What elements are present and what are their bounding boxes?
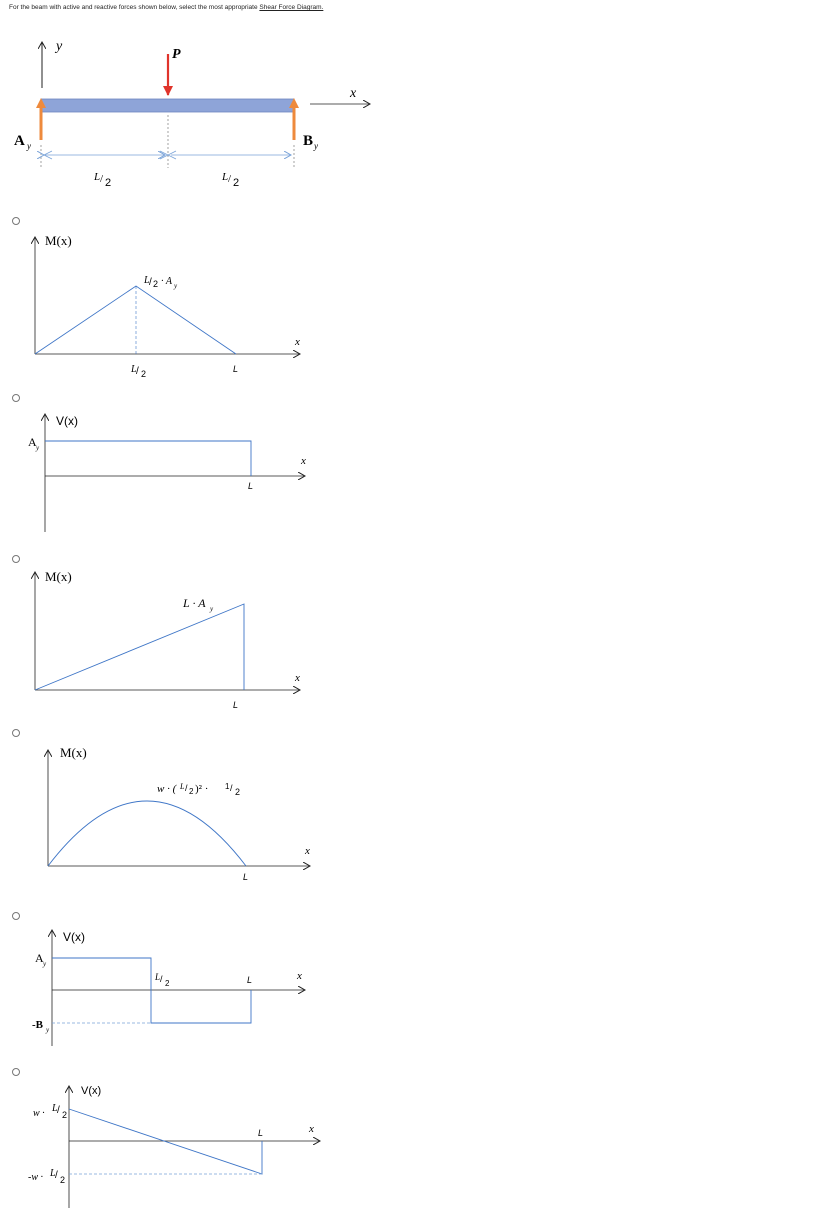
option-5-mid-num: L — [155, 972, 161, 982]
option-6-curve — [69, 1109, 262, 1174]
option-5-curve — [52, 958, 251, 1023]
option-1-peak-sub: y — [174, 282, 178, 290]
option-4-peak-den: 2 — [189, 787, 194, 796]
option-4-peak-a: w · ( — [157, 783, 177, 795]
option-4-radio[interactable] — [12, 729, 20, 737]
option-3-curve — [35, 604, 244, 690]
option-6-bottom-slash: / — [55, 1170, 58, 1181]
span-left-den: 2 — [105, 177, 112, 189]
option-5-mid-den: 2 — [165, 979, 170, 988]
span-right-den: 2 — [233, 177, 240, 189]
span-left-slash: / — [100, 173, 104, 185]
option-4-graph — [48, 745, 310, 882]
option-6-bottom-label: -w · — [28, 1172, 43, 1183]
option-4-y-label: M(x) — [60, 745, 87, 760]
option-1-end-label: L — [233, 364, 239, 374]
option-6-bottom-num: L — [50, 1168, 56, 1179]
option-6-top-num: L — [52, 1103, 58, 1114]
option-3-x-label: x — [295, 672, 300, 684]
option-1-x-label: x — [295, 336, 300, 348]
x-axis-label: x — [350, 86, 357, 101]
option-6-bottom-den: 2 — [60, 1175, 66, 1185]
option-5-mid-slash: / — [160, 974, 163, 984]
option-3-peak-label: L · A — [183, 596, 206, 610]
option-6-top-slash: / — [57, 1105, 60, 1116]
beam-body — [41, 99, 294, 112]
question-prefix: For the beam with active and reactive forces shown below, select the most appropriate — [9, 4, 258, 11]
option-5-radio[interactable] — [12, 912, 20, 920]
option-3-radio[interactable] — [12, 555, 20, 563]
option-6-top-label: w · — [33, 1108, 45, 1119]
option-1-mid-slash: / — [136, 366, 139, 377]
option-6-radio[interactable] — [12, 1068, 20, 1076]
option-6-top-den: 2 — [62, 1110, 68, 1120]
option-3-end-label: L — [233, 700, 239, 710]
load-arrowhead — [163, 86, 173, 96]
option-1-graph — [35, 233, 300, 379]
span-right-num: L — [222, 171, 229, 183]
option-6-graph — [28, 1085, 320, 1208]
option-2-y-label: V(x) — [56, 414, 78, 428]
right-reaction-sub: y — [314, 141, 318, 151]
option-5-bottom-label: -B — [32, 1019, 43, 1031]
option-3-y-label: M(x) — [45, 569, 72, 584]
option-4-x-label: x — [305, 845, 310, 857]
beam-diagram — [14, 39, 370, 189]
option-5-end-label: L — [247, 975, 253, 985]
load-label: P — [172, 47, 181, 62]
option-5-x-label: x — [297, 970, 302, 982]
y-axis-label: y — [56, 39, 63, 54]
option-1-mid-num: L — [131, 364, 137, 375]
option-1-peak-tail: · A — [161, 276, 172, 287]
option-4-peak-slash: / — [185, 783, 188, 793]
option-1-y-label: M(x) — [45, 233, 72, 248]
option-6-end-label: L — [258, 1128, 264, 1138]
option-5-y-label: V(x) — [63, 930, 85, 944]
option-2-graph — [28, 414, 306, 532]
option-6-y-label: V(x) — [81, 1085, 102, 1097]
option-6-x-label: x — [309, 1123, 314, 1135]
left-reaction-sub: y — [27, 141, 31, 151]
option-3-graph — [35, 569, 300, 710]
option-3-peak-sub: y — [210, 605, 214, 613]
option-2-x-label: x — [301, 455, 306, 467]
option-2-level-label: A — [28, 435, 37, 449]
option-4-end-label: L — [243, 872, 249, 882]
option-4-peak-den2: 2 — [235, 787, 241, 797]
right-reaction-label: B — [303, 133, 314, 149]
option-1-mid-den: 2 — [141, 369, 147, 379]
option-5-top-label: A — [35, 951, 44, 965]
option-2-curve — [45, 441, 251, 476]
option-1-curve — [35, 286, 236, 354]
option-5-bottom-sub: y — [46, 1026, 50, 1034]
option-1-peak-num: L — [144, 275, 150, 286]
option-4-curve — [48, 801, 246, 866]
option-1-radio[interactable] — [12, 217, 20, 225]
span-left-num: L — [94, 171, 101, 183]
option-2-end-label: L — [248, 481, 254, 491]
option-4-peak-num2: 1 — [225, 782, 230, 791]
option-1-peak-den: 2 — [153, 279, 159, 289]
option-2-radio[interactable] — [12, 394, 20, 402]
question-link[interactable]: Shear Force Diagram. — [259, 4, 324, 11]
option-1-peak-slash: / — [149, 277, 152, 288]
option-4-peak-slash2: / — [230, 783, 233, 793]
option-5-top-sub: y — [43, 960, 47, 968]
option-2-level-sub: y — [36, 444, 40, 452]
left-reaction-label: A — [14, 133, 25, 149]
option-4-peak-num: L — [180, 782, 185, 791]
option-4-peak-b: )² · — [195, 783, 209, 795]
span-right-slash: / — [228, 173, 232, 185]
option-5-graph — [32, 930, 305, 1046]
